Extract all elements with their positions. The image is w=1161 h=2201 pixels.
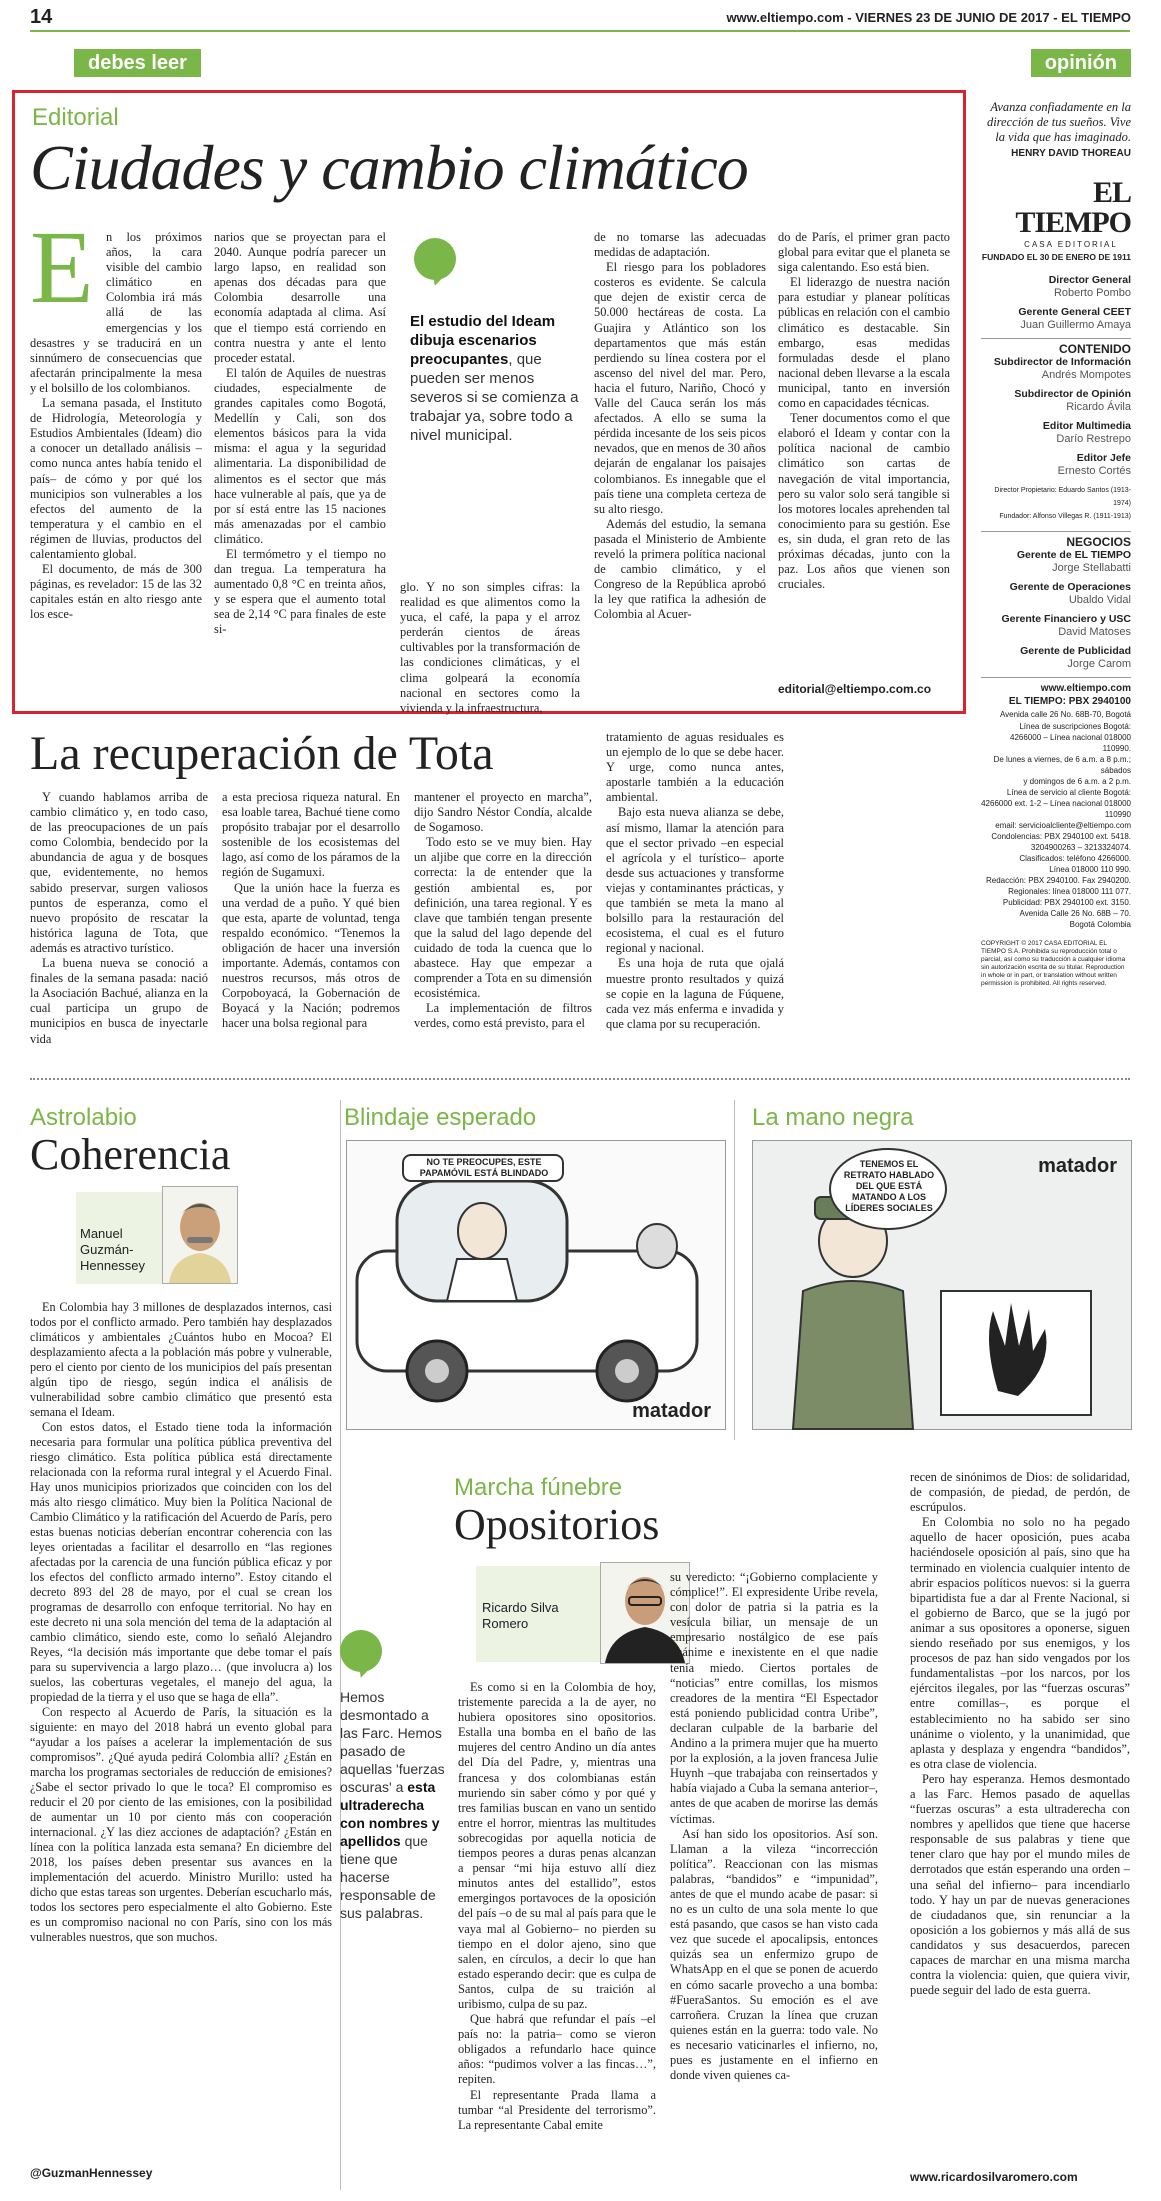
contact-line: Clasificados: teléfono 4266000. xyxy=(1019,854,1131,863)
staff-role: Gerente de EL TIEMPO xyxy=(1016,549,1131,561)
editorial-pull-quote xyxy=(410,312,582,445)
contact-line: y domingos de 6 a.m. a 2 p.m. xyxy=(1023,777,1131,786)
drop-cap: E xyxy=(30,210,94,325)
staff-name: Ubaldo Vidal xyxy=(1068,594,1131,606)
marcha-title: Opositorios xyxy=(454,1500,660,1549)
staff-role: Subdirector de Opinión xyxy=(1014,388,1131,400)
editorial-col-3 xyxy=(400,580,580,715)
contact-line: Línea de suscripciones Bogotá: xyxy=(1019,722,1131,731)
copyright-note: COPYRIGHT © 2017 CASA EDITORIAL EL TIEMPO S.A. Prohibida su reproducción total o parcial, así como su traducción a cualquier idioma sin autorización escrita de su titular. Reproduction in whole or in part, or translation without written permission is prohibited. All rights reserved. xyxy=(981,940,1126,987)
tota-paragraph: mantener el proyecto en marcha”, dijo Sandro Néstor Condía, alcalde de Sogamoso. xyxy=(414,790,592,835)
editorial-kicker: Editorial xyxy=(32,104,119,131)
tab-opinion[interactable]: opinión xyxy=(1031,49,1131,77)
editorial-paragraph: glo. Y no son simples cifras: la realidad es que alimentos como la yuca, el café, la papa y el arroz perderán cientos de áreas cultivables por la transformación de las condiciones climáticas, y el clima golpeará la economía nacional en sectores como la vivienda y la infraestructura, xyxy=(400,580,580,715)
contact-line: Regionales: línea 018000 111 077. xyxy=(1008,887,1131,896)
tota-paragraph: Todo esto se ve muy bien. Hay un aljibe que corre en la dirección correcta: la de entender que la gestión ambiental es, por definición, una tarea regional. Y es clave que también tengan presente que la salud del lago depende del cuidado de toda la cuenca que lo abastece. Hay que empezar a comprender a Tota en su dimensión ecosistémica. xyxy=(414,835,592,1001)
staff-role: Editor Multimedia xyxy=(1042,420,1131,432)
quote-icon xyxy=(414,238,456,280)
contact-line: Línea 018000 110 990. xyxy=(1049,865,1131,874)
astrolabio-paragraph: Con respecto al Acuerdo de París, la situación es la siguiente: en mayo del 2018 habrá un evento global para “ayudar a los países a acelerar la implementación de sus compromisos”. ¿Qué ayuda pedirá Colombia allí? ¿Están en marcha los programas sectoriales de reducción de emisiones? ¿Sabe el sector privado lo que le toca? El compromiso es reducir el 20 por ciento de las emisiones, con la posibilidad de aumentar un 10 por ciento más con cooperación internacional. ¿Y las diez acciones de adaptación? ¿Están en línea con la política lanzada esta semana? En diciembre del 2018, los países deben presentar sus avances en la implementación del acuerdo. Ministro Murillo: usted ha dicho que estas tareas son urgentes. Deberían escucharlo más, todos los sectores pero especialmente el alto Gobierno. Este es un compromiso nacional no con París, sino con los más vulnerables nuestros, que son muchos. xyxy=(30,1705,332,1944)
editorial-paragraph: La semana pasada, el Instituto de Hidrología, Meteorología y Estudios Ambientales (Ideam) dio a conocer un detallado análisis –como nunca antes había tenido el país– de cómo y por qué los municipios son vulnerables a los efectos del aumento de la temperatura y el cambio en el régimen de lluvias, productos del calentamiento global. xyxy=(30,396,202,561)
marcha-col-2 xyxy=(670,1570,878,2186)
staff-role: Editor Jefe xyxy=(1076,452,1131,464)
tota-paragraph: Y cuando hablamos arriba de cambio climático y, en todo caso, de las preocupaciones de un país como Colombia, bendecido por la abundancia de agua y de bosques que, evidentemente, no hemos sabido preservar, surgen valiosos puntos de esperanza, como el nuevo propósito de rescatar la histórica laguna de Tota, que además es atractivo turístico. xyxy=(30,790,208,955)
staff-role: Gerente de Publicidad xyxy=(1020,645,1131,657)
editorial-paragraph: El documento, de más de 300 páginas, es revelador: 15 de las 32 capitales están en alto riesgo ante los esce- xyxy=(30,562,202,622)
staff-name: Ernesto Cortés xyxy=(1057,465,1131,477)
marcha-col-1 xyxy=(458,1680,656,2186)
header-rule xyxy=(30,30,1130,32)
astrolabio-paragraph: En Colombia hay 3 millones de desplazados internos, casi todos por el conflicto armado. Pero también hay desplazados climáticos y ambientales ¿Cuántos hubo en Mocoa? El desplazamiento afecta a la población más pobre y vulnerable, pero el ciento por ciento de los municipios del país presentan algún tipo de riesgo, según indica el análisis de vulnerabilidad sobre cambio climático que presentó esta semana el Ideam. xyxy=(30,1300,332,1419)
el-tiempo-logo: EL TIEMPO xyxy=(1015,176,1131,239)
tota-paragraph: Es una hoja de ruta que ojalá muestre pronto resultados y quizá se copie en la laguna de Fúquene, cada vez más enferma e invadida y que clama por su recuperación. xyxy=(606,956,784,1031)
logo-subtitle: CASA EDITORIAL xyxy=(1024,240,1118,249)
editorial-email-link[interactable]: editorial@eltiempo.com.co xyxy=(778,682,932,696)
marcha-paragraph: su veredicto: “¡Gobierno complaciente y cómplice!”. El expresidente Uribe revela, con dolor de patria si la patria es la vesícula biliar, un mensaje de un empresario nostálgico de ese país unánime e inexistente en el que nadie tenía miedo. Ciertos portales de “noticias” entre comillas, los mismos creadores de la mentira “El Espectador está poniendo publicidad contra Uribe”, declaran culpable de la barbarie del Andino a la primera mujer que ha muerto por la explosión, a la joven francesa Julie Huynh –que trabajaba con reinsertados y había viajado a Cuba la semana anterior–, antes de que acaben de morirse las demás víctimas. xyxy=(670,1570,878,1826)
staff-name: Jorge Carom xyxy=(1067,658,1131,670)
staff-name: Andrés Mompotes xyxy=(1041,369,1131,381)
pull-quote-pre: Hemos desmontado a las Farc. Hemos pasado de aquellas 'fuerzas oscuras' a xyxy=(340,1689,445,1795)
editorial-paragraph: n los próximos años, la cara visible del cambio climático en Colombia irá más allá de las emergencias y los desastres y se traducirá en un sinnúmero de consecuencias que afectarán principalmente la mesa y el bolsillo de los colombianos. xyxy=(30,230,202,395)
tota-title: La recuperación de Tota xyxy=(30,727,494,780)
thoreau-quote: Avanza confiadamente en la dirección de tus sueños. Vive la vida que has imaginado. xyxy=(986,100,1131,144)
editorial-title: Ciudades y cambio climático xyxy=(30,132,748,203)
marcha-website-link[interactable]: www.ricardosilvaromero.com xyxy=(910,2170,1078,2184)
cartoon-mano-negra xyxy=(752,1140,1132,1430)
staff-name: Jorge Stellabatti xyxy=(1052,562,1131,574)
staff-role: Gerente General CEET xyxy=(1018,306,1131,318)
marcha-paragraph: Que habrá que refundar el país –el país no: la patria– como se vieron obligados a refundarlo hace quince años: “pudimos volver a las fincas…”, repiten. xyxy=(458,2012,656,2087)
editorial-paragraph: Además del estudio, la semana pasada el Ministerio de Ambiente reveló la primera política nacional de cambio climático, y el Congreso de la República aprobó la ley que ratifica la adhesión de Colombia al Acuer- xyxy=(594,516,766,622)
tota-paragraph: Bajo esta nueva alianza se debe, así mismo, llamar la atención para que el sector privado –en especial el agrícola y el turístico– aporte desde sus actuaciones y transforme viejas y contaminantes prácticas, y que también se meta la mano al bolsillo para la restauración del ecosistema, el cual es el futuro regional y nacional. xyxy=(606,805,784,956)
pull-quote-bold: El estudio del Ideam dibuja escenarios preocupantes xyxy=(410,313,556,368)
cartoon-2-signature: matador xyxy=(1038,1155,1117,1177)
astrolabio-title: Coherencia xyxy=(30,1130,231,1179)
page-number: 14 xyxy=(30,6,53,28)
pull-quote-rest: , que pueden ser menos severos si se comienza a trabajar ya, sobre todo a nivel municipal. xyxy=(410,351,579,444)
astrolabio-handle[interactable]: @GuzmanHennessey xyxy=(30,2166,153,2180)
tota-paragraph: La implementación de filtros verdes, como está previsto, para el xyxy=(414,1001,592,1031)
pull-quote-post: que tiene que hacerse responsable de sus palabras. xyxy=(340,1833,436,1921)
marcha-kicker: Marcha fúnebre xyxy=(454,1474,623,1501)
editorial-paragraph: El liderazgo de nuestra nación para estudiar y planear políticas públicas en relación con el cambio climático es destacable. Sin embargo, esas medidas formuladas desde el plano nacional deben llevarse a la escala municipal, tanto en inversión como en capacidades técnicas. xyxy=(778,275,950,411)
cartoon-1-kicker: Blindaje esperado xyxy=(344,1104,537,1131)
marcha-paragraph: Así han sido los opositorios. Así son. Llaman a la vileza “incorrección política”. Reaccionan con las mismas palabras, “bandidos” e “impunidad”, antes de que el mundo acabe de pasar: si no es un culto de una sola mente lo que está pasando, que casos se han visto cada vez que sucede el apocalipsis, entonces quizás sea un enfermizo grupo de WhatsApp en el que se ponen de acuerdo en cómo sacarle provecho a una bomba: #FueraSantos. Su emoción es el ave carroñera. Cruzan la línea que cruzan quienes están en la guerra: todo vale. No es necesario vaticinarles el infierno, no, pues es justamente en el infierno en donde viven quienes ca- xyxy=(670,1826,878,2083)
contact-line: Línea de servicio al cliente Bogotá: xyxy=(1006,788,1131,797)
founder-line: Fundador: Alfonso Villegas R. (1911-1913) xyxy=(999,513,1131,520)
astrolabio-body xyxy=(30,1300,332,2150)
author-photo xyxy=(162,1186,238,1284)
staff-name: Ricardo Ávila xyxy=(1066,401,1131,413)
tota-paragraph: La buena nueva se conoció a finales de la semana pasada: nació la Asociación Bachué, alianza en la cual participa un grupo de municipios en busca de inyectarle vida xyxy=(30,956,208,1046)
quote-icon xyxy=(340,1630,382,1672)
staff-name: Roberto Pombo xyxy=(1053,287,1131,299)
quote-author: HENRY DAVID THOREAU xyxy=(1011,148,1131,159)
dateline: www.eltiempo.com - VIERNES 23 DE JUNIO DE 2017 - EL TIEMPO xyxy=(726,10,1131,25)
founded-line: FUNDADO EL 30 DE ENERO DE 1911 xyxy=(981,252,1131,262)
tota-col-3 xyxy=(414,790,592,1060)
contact-line: 4266000 ext. 1-2 – Línea nacional 018000 110990 xyxy=(981,799,1131,819)
staff-role: Gerente de Operaciones xyxy=(1009,581,1131,593)
staff-role: Subdirector de Información xyxy=(993,356,1131,368)
astrolabio-kicker: Astrolabio xyxy=(30,1104,137,1131)
contact-line: De lunes a viernes, de 6 a.m. a 8 p.m.; sábados xyxy=(993,755,1131,775)
site-link[interactable]: www.eltiempo.com xyxy=(981,677,1131,695)
editorial-paragraph: El talón de Aquiles de nuestras ciudades, especialmente de grandes capitales como Bogotá, Medellín y Cali, son dos elementos básicos para la vida misma: el agua y la seguridad alimentaria. La disponibilidad de alimentos es el sector que más hace vulnerable al país, que ya de por sí está entre las 15 naciones más amenazadas por el cambio climático. xyxy=(214,365,386,546)
staff-role: Gerente Financiero y USC xyxy=(1001,613,1131,625)
cartoon-blindaje xyxy=(346,1140,726,1430)
tota-paragraph: tratamiento de aguas residuales es un ejemplo de lo que se debe hacer. Y urge, como nunca antes, apostarle también a la educación ambiental. xyxy=(606,730,784,805)
address-line: Avenida calle 26 No. 68B-70, Bogotá xyxy=(999,710,1131,719)
marcha-col-3 xyxy=(910,1470,1130,2164)
masthead-sidebar xyxy=(981,100,1131,988)
contenido-heading: CONTENIDO xyxy=(981,338,1131,356)
editorial-paragraph: de no tomarse las adecuadas medidas de adaptación. xyxy=(594,230,766,260)
staff-role: Director General xyxy=(1048,274,1131,286)
marcha-paragraph: El representante Prada llama a tumbar “al Presidente del terrorismo”. La representante Cabal emite xyxy=(458,2087,656,2132)
column-rule xyxy=(734,1100,735,1440)
contact-line: 3204900263 – 3213324074. xyxy=(1030,843,1131,852)
staff-name: Juan Guillermo Amaya xyxy=(1020,319,1131,331)
contact-line: Bogotá Colombia xyxy=(1069,920,1131,929)
marcha-paragraph: recen de sinónimos de Dios: de solidaridad, de compasión, de piedad, de perdón, de escrúpulos. xyxy=(910,1470,1130,1515)
editorial-paragraph: narios que se proyectan para el 2040. Aunque podría parecer un largo lapso, en realidad son apenas dos décadas para que Colombia desarrolle una economía adaptada al clima. Así que el tiempo está corriendo en contra nuestra y ante el lento proceder estatal. xyxy=(214,230,386,365)
tota-paragraph: a esta preciosa riqueza natural. En esa loable tarea, Bachué tiene como propósito trabajar por el desarrollo sostenible de los ecosistemas del lago, así como de los páramos de la región de Sugamuxi. xyxy=(222,790,400,880)
tota-paragraph: Que la unión hace la fuerza es una verdad de a puño. Y qué bien que esta, aparte de voluntad, tenga respaldo económico. “Tenemos la obligación de hacer una inversión importante. Además, contamos con nuestros recursos, más otros de Corpoboyacá, la Gobernación de Boyacá y la Nación; podremos hacer una bolsa regional para xyxy=(222,880,400,1031)
staff-name: Darío Restrepo xyxy=(1056,433,1131,445)
contact-line: 4266000 – Línea nacional 018000 110990. xyxy=(1010,733,1131,753)
marcha-paragraph: Pero hay esperanza. Hemos desmontado a las Farc. Hemos pasado de aquellas “fuerzas oscuras” a esta ultraderecha con nombres y apellidos que tiene que hacerse responsable de sus palabras y tiene que tener claro que hay por el mundo miles de derrotados que están esperando una orden –una señal del infierno– para incendiarlo todo. Y hay un par de nuevas generaciones de ciudadanos que, sin renunciar a la oposición a los gobiernos y más allá de sus candidatos y sus desacuerdos, parecen capaces de marchar en una misma marcha contra la violencia: quien, que quiera vivir, puede seguir del lado de esta guerra. xyxy=(910,1771,1130,1998)
marcha-pull-quote xyxy=(340,1688,446,1922)
pbx-line: EL TIEMPO: PBX 2940100 xyxy=(1008,696,1131,707)
staff-name: David Matoses xyxy=(1058,626,1131,638)
editorial-paragraph: El riesgo para los pobladores costeros es evidente. Se calcula que dejen de existir cerca de 50.000 hectáreas de costa. La Guajira y Atlántico son los departamentos que más están perdiendo su línea costera por el ascenso del nivel del mar. Pero, hacia el futuro, Nariño, Chocó y Valle del Cauca serán los más afectados. A ello se suma la pérdida incesante de los seis picos nevados, que en menos de 30 años dejarán de engalanar los paisajes colombianos. Es innegable que el país tiene una completa certeza de su alto riesgo. xyxy=(594,260,766,516)
pull-quote-bold: esta ultraderecha con nombres y apellidos xyxy=(340,1779,440,1849)
marcha-author: Ricardo Silva Romero xyxy=(482,1600,559,1631)
cartoon-1-bubble: NO TE PREOCUPES, ESTE PAPAMÓVIL ESTÁ BLINDADO xyxy=(419,1157,549,1178)
negocios-heading: NEGOCIOS xyxy=(981,531,1131,549)
marcha-paragraph: Es como si en la Colombia de hoy, tristemente parecida a la de ayer, no hubiera opositores sino opositorios. Estalla una bomba en el baño de las mujeres del centro Andino un día antes del Día del Padre, y, mientras una francesa y dos colombianas están muriendo sin saber cómo y por qué y tres familias buscan en vano un sentido entre el horror, mientras las multitudes sobrecogidas por aquella noticia de tiempos peores a duras penas alcanzan a pensar “mi hija estuvo allí diez minutos antes del estallido”, estos emergingos portavoces de la oposición del país –o de su mal al país para que le vaya mal al Gobierno– no pierden su tiempo en el dolor ajeno, sino que salen, en círculos, a decir lo que han estado esperando decir: que es culpa de Santos, culpa de su traición al uribismo, culpa de su paz. xyxy=(458,1680,656,2011)
astrolabio-paragraph: Con estos datos, el Estado tiene toda la información necesaria para formular una política pública preventiva del riesgo climático. Esta política pública está directamente relacionada con la reforma rural integral y el Acuerdo Final. Hay unos municipios priorizados que coinciden con los del más alto riesgo climático. Muy bien la Política Nacional de Cambio Climático y la ratificación del Acuerdo de París, pero estas buenas noticias deberían encontrar coherencia con las leyes orientadas a facilitar el desarrollo en “las regiones afectadas por la carencia de una función pública eficaz y por los efectos del conflicto armado interno”. Estoy citando el decreto 893 del 28 de mayo, por el cual se crean los programas de desarrollo con enfoque territorial. No hay en este decreto ni una sola mención del tema de la adaptación al cambio climático, siendo este, como lo señaló Alejandro Reyes, “la decisión más importante que debe tomar el país para su supervivencia a largo plazo… (que involucra a) los suelos, las coberturas vegetales, el manejo del agua, la propiedad de la tierra y el uso que se haga de ella”. xyxy=(30,1420,332,1704)
marcha-paragraph: En Colombia no solo no ha pegado aquello de hacer oposición, pues acaba haciéndosele oposición al país, sino que ha terminado en violencia cualquier intento de abrir espacios políticos nuevos: si la guerra bipartidista fue a dar al Frente Nacional, si el gobierno de Barco, que se la jugó por animar a sus opositores a oponerse, siguen siendo reseñado por sus enemigos, y los procesos de paz han sido vengados por los fundamentalistas –por los narcos, por los ejércitos ilegales, por las “fuerzas oscuras” entre comillas–, es porque el establecimiento no ha sabido ser sino unánime o violento, y la unanimidad, que aplasta y desplaza y engendra “bandidos”, es otra clase de violencia. xyxy=(910,1515,1130,1771)
editorial-paragraph: El termómetro y el tiempo no dan tregua. La temperatura ha aumentado 0,8 °C en treinta años, y se espera que el aumento total sea de 2,14 °C para finales de este si- xyxy=(214,546,386,637)
cartoon-2-bubble: TENEMOS EL RETRATO HABLADO DEL QUE ESTÁ MATANDO A LOS LÍDERES SOCIALES xyxy=(843,1159,935,1213)
editorial-col-2 xyxy=(214,230,386,702)
astrolabio-author: Manuel Guzmán-Hennessey xyxy=(80,1226,146,1273)
contact-line: Publicidad: PBX 2940100 ext. 3150. xyxy=(1002,898,1131,907)
tota-col-1 xyxy=(30,790,208,1060)
contact-lines xyxy=(981,721,1131,930)
contact-line: email: servicioalcliente@eltiempo.com xyxy=(995,821,1131,830)
contact-line: Redacción: PBX 2940100. Fax 2940200. xyxy=(986,876,1131,885)
tota-col-4 xyxy=(606,730,784,1060)
editorial-col-4 xyxy=(594,230,766,702)
cartoon-1-signature: matador xyxy=(632,1400,711,1422)
editorial-col-5 xyxy=(778,230,950,670)
tota-col-2 xyxy=(222,790,400,1060)
editorial-col-1 xyxy=(30,230,202,702)
cartoon-2-kicker: La mano negra xyxy=(752,1104,914,1131)
editorial-paragraph: Tener documentos como el que elaboró el Ideam y contar con la política nacional de cambio climático son cartas de navegación de vital importancia, pero su valor solo será tangible si los motores locales aprehenden tal conocimiento para su gestión. Ese es, sin duda, el gran reto de las próximas décadas, junto con la paz. Los años que vienen son cruciales. xyxy=(778,411,950,592)
tab-debes-leer[interactable]: debes leer xyxy=(74,49,201,77)
contact-line: Condolencias: PBX 2940100 ext. 5418. xyxy=(991,832,1131,841)
section-divider xyxy=(30,1078,1130,1080)
editorial-paragraph: do de París, el primer gran pacto global para evitar que el planeta se siga calentando. Eso está bien. xyxy=(778,230,951,275)
owner-line: Director Propietario: Eduardo Santos (1913-1974) xyxy=(994,487,1131,507)
contact-line: Avenida Calle 26 No. 68B – 70. xyxy=(1019,909,1131,918)
